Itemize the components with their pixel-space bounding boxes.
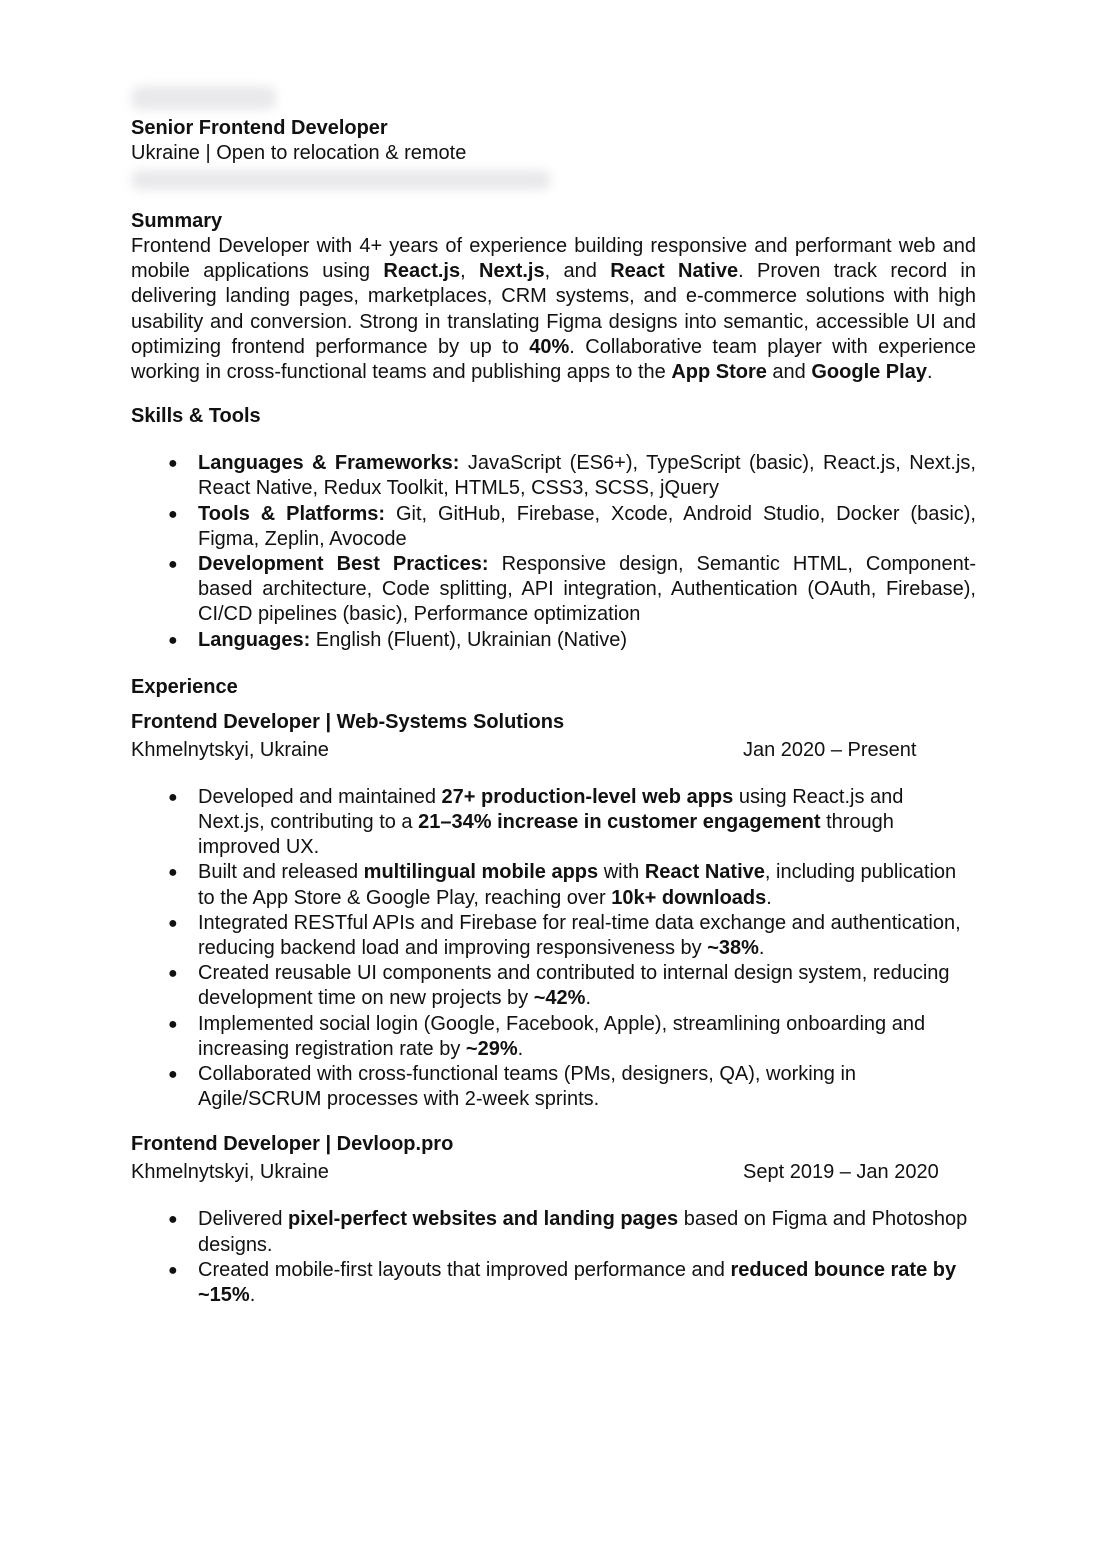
emphasis-text: React.js [383, 260, 461, 283]
emphasis-text: Tools & Platforms: [198, 502, 386, 525]
text-segment: Created reusable UI components and contributed to internal design system, reducing development time on new projects by [198, 962, 950, 1010]
bullet-icon: ● [168, 1066, 178, 1084]
text-segment: . Collaborative team player with experience working in cross-functional teams and publishing apps to the [131, 335, 976, 384]
job-bullets [131, 785, 976, 1113]
emphasis-text: Development Best Practices: [198, 553, 489, 576]
job-bullet [131, 1207, 968, 1257]
job-location: Khmelnytskyi, Ukraine [131, 738, 329, 761]
emphasis-text: React Native [610, 260, 739, 283]
text-segment: . [926, 361, 933, 384]
text-segment: , including publication to the App Store & Google Play, reaching over [198, 861, 957, 909]
emphasis-text: App Store [671, 361, 767, 384]
text-segment: Implemented social login (Google, Facebook, Apple), streamlining onboarding and increasing registration rate by [198, 1012, 926, 1060]
job-meta [131, 738, 956, 763]
job-title-header: Senior Frontend Developer [131, 117, 388, 139]
text-segment: using React.js and Next.js, contributing to a [198, 785, 904, 834]
text-segment: , [460, 260, 480, 283]
emphasis-text: Next.js [479, 260, 545, 283]
bullet-icon: ● [168, 631, 178, 649]
skill-item [131, 502, 976, 552]
redacted-contact-line [131, 170, 551, 190]
bullet-icon: ● [168, 505, 178, 523]
job-bullet [131, 911, 968, 961]
bullet-icon: ● [168, 788, 178, 806]
skills-heading: Skills & Tools [131, 405, 261, 428]
text-segment: English (Fluent), Ukrainian (Native) [310, 628, 628, 651]
emphasis-text: 10k+ downloads [611, 886, 767, 909]
summary-text [131, 234, 976, 385]
text-segment: through improved UX. [198, 811, 894, 859]
text-segment: and [766, 361, 812, 384]
text-segment: Delivered [198, 1208, 289, 1231]
skill-item [131, 628, 976, 653]
job-bullet [131, 785, 968, 861]
emphasis-text: Google Play [811, 361, 927, 384]
job-title: Frontend Developer | Web-Systems Solutions [131, 710, 565, 733]
emphasis-text: Languages & Frameworks: [198, 452, 460, 475]
text-segment: Created mobile-first layouts that improved performance and [198, 1258, 731, 1281]
text-segment: Collaborated with cross-functional teams (PMs, designers, QA), working in Agile/SCRUM processes with 2-week sprints. [198, 1063, 857, 1111]
text-segment: JavaScript (ES6+), TypeScript (basic), React.js, Next.js, React Native, Redux Toolkit, HTML5, CSS3, SCSS, jQuery [198, 452, 976, 500]
bullet-icon: ● [168, 864, 178, 882]
job-bullet [131, 1062, 968, 1112]
text-segment: . [766, 886, 772, 909]
emphasis-text: React Native [644, 861, 765, 884]
job-bullet [131, 860, 968, 910]
text-segment: Developed and maintained [198, 785, 442, 808]
bullet-icon: ● [168, 1211, 178, 1229]
text-segment: Responsive design, Semantic HTML, Component-based architecture, Code splitting, API integration, Authentication (OAuth, Firebase), CI/CD pipelines (basic), Performance optimization [198, 553, 976, 626]
bullet-icon: ● [168, 914, 178, 932]
job-entry [131, 1132, 976, 1308]
text-segment: . [758, 937, 765, 960]
emphasis-text: 40% [529, 335, 570, 358]
text-segment: Built and released [198, 861, 364, 884]
bullet-icon: ● [168, 455, 178, 473]
emphasis-text: 21–34% increase in customer engagement [418, 811, 821, 834]
emphasis-text: ~42% [533, 987, 586, 1010]
job-bullet [131, 1012, 968, 1062]
bullet-icon: ● [168, 556, 178, 574]
job-meta [131, 1160, 956, 1185]
bullet-icon: ● [168, 965, 178, 983]
emphasis-text: ~29% [465, 1037, 518, 1060]
job-bullet [131, 961, 968, 1011]
emphasis-text: ~38% [707, 937, 759, 960]
text-segment: . [585, 987, 592, 1010]
summary-heading: Summary [131, 210, 223, 232]
text-segment: . Proven track record in delivering landing pages, marketplaces, CRM systems, and e-commerce solutions with high usability and conversion. Strong in translating Figma designs into semantic, accessible UI and optimizing frontend performance by up to [131, 260, 976, 358]
text-segment: Git, GitHub, Firebase, Xcode, Android Studio, Docker (basic), Figma, Zeplin, Avocode [198, 502, 976, 550]
location-line: Ukraine | Open to relocation & remote [131, 142, 467, 164]
text-segment: , and [544, 260, 611, 283]
job-dates: Jan 2020 – Present [743, 738, 917, 761]
emphasis-text: 27+ production-level web apps [441, 785, 734, 808]
redacted-name [131, 86, 276, 110]
text-segment: Integrated RESTful APIs and Firebase for real-time data exchange and authentication, reducing backend load and improving responsiveness by [198, 911, 961, 960]
experience-list [131, 710, 976, 1308]
skills-list [131, 451, 976, 653]
job-entry [131, 710, 976, 1113]
emphasis-text: multilingual mobile apps [363, 861, 599, 884]
text-segment: based on Figma and Photoshop designs. [198, 1208, 968, 1256]
bullet-icon: ● [168, 1015, 178, 1033]
job-location: Khmelnytskyi, Ukraine [131, 1161, 329, 1184]
job-bullet [131, 1258, 968, 1308]
text-segment: . [249, 1284, 256, 1307]
skill-item [131, 451, 976, 501]
bullet-icon: ● [168, 1261, 178, 1279]
emphasis-text: pixel-perfect websites and landing pages [288, 1208, 679, 1231]
emphasis-text: reduced bounce rate by ~15% [198, 1258, 957, 1307]
text-segment: with [598, 861, 645, 884]
job-title: Frontend Developer | Devloop.pro [131, 1133, 454, 1156]
text-segment: . [517, 1037, 524, 1060]
text-segment: Frontend Developer with 4+ years of experience building responsive and performant web and mobile applications using [131, 235, 976, 283]
job-bullets [131, 1207, 976, 1308]
job-dates: Sept 2019 – Jan 2020 [743, 1161, 939, 1184]
resume-page [131, 86, 976, 1308]
skill-item [131, 552, 976, 628]
emphasis-text: Languages: [198, 628, 311, 651]
experience-heading: Experience [131, 675, 238, 698]
